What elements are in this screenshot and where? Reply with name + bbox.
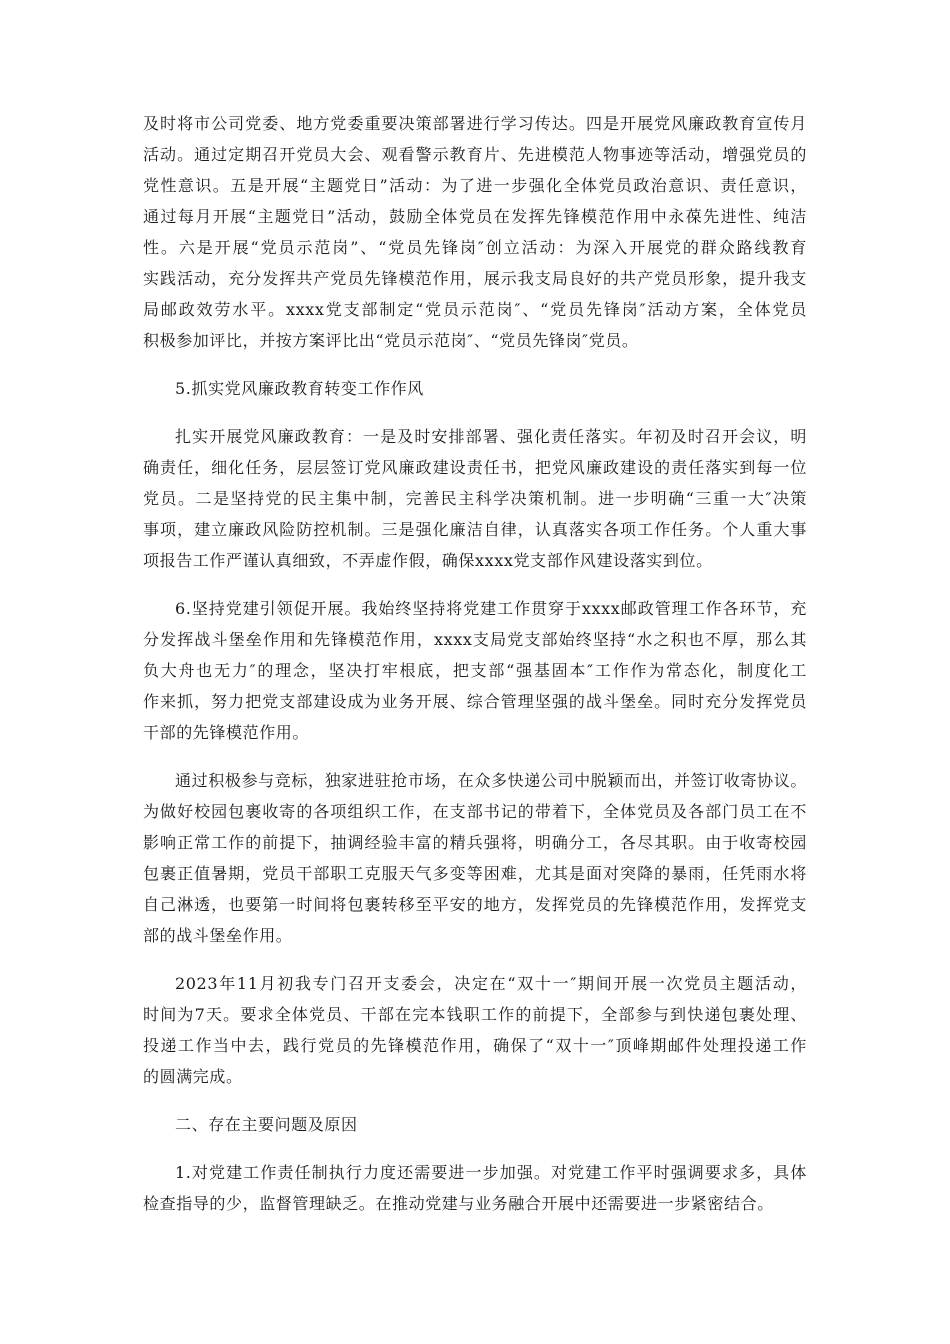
paragraph-responsibility-system [143,1157,807,1219]
text-line: 的圆满完成。 [143,1067,243,1086]
text-line: 作来抓，努力把党支部建设成为业务开展、综合管理坚强的战斗堡垒。同时充分发挥党员 [143,692,807,711]
text-line: 性。六是开展“党员示范岗”、“党员先锋岗″创立活动：为深入开展党的群众路线教育 [143,238,807,257]
paragraph-double-eleven [143,968,807,1092]
text-line: 项报告工作严谨认真细致，不弄虚作假，确保xxxx党支部作风建设落实到位。 [143,551,713,570]
text-line: 1.对党建工作责任制执行力度还需要进一步加强。对党建工作平时强调要求多，具体 [175,1163,807,1182]
text-line: 活动。通过定期召开党员大会、观看警示教育片、先进模范人物事迹等活动，增强党员的 [143,145,807,164]
text-line: 党员。二是坚持党的民主集中制，完善民主科学决策机制。进一步明确“三重一大″决策 [143,489,807,508]
text-line: 投递工作当中去，践行党员的先锋模范作用，确保了“双十一″顶峰期邮件处理投递工作 [143,1036,807,1055]
paragraph-campus-parcels [143,765,807,951]
text-line: 扎实开展党风廉政教育：一是及时安排部署、强化责任落实。年初及时召开会议，明 [175,427,807,446]
text-line: 2023年11月初我专门召开支委会，决定在“双十一″期间开展一次党员主题活动， [175,974,807,993]
text-line: 干部的先锋模范作用。 [143,723,310,742]
paragraph-party-activities [143,108,807,356]
text-line: 通过积极参与竞标，独家进驻抢市场，在众多快递公司中脱颖而出，并签订收寄协议。 [175,771,807,790]
section-heading-problems: 二、存在主要问题及原因 [175,1115,358,1134]
text-line: 积极参加评比，并按方案评比出“党员示范岗″、“党员先锋岗″党员。 [143,331,639,350]
text-line: 负大舟也无力″的理念，坚决打牢根底，把支部“强基固本″工作作为常态化，制度化工 [143,661,807,680]
paragraph-integrity-education [143,421,807,576]
text-line: 通过每月开展“主题党日”活动，鼓励全体党员在发挥先锋模范作用中永葆先进性、纯洁 [143,207,807,226]
text-line: 6.坚持党建引领促开展。我始终坚持将党建工作贯穿于xxxx邮政管理工作各环节，充 [175,599,807,618]
text-line: 影响正常工作的前提下，抽调经验丰富的精兵强将，明确分工，各尽其职。由于收寄校园 [143,833,807,852]
text-line: 部的战斗堡垒作用。 [143,926,293,945]
document-page [143,108,807,1236]
text-line: 自己淋透，也要第一时间将包裹转移至平安的地方，发挥党员的先锋模范作用，发挥党支 [143,895,807,914]
text-line: 局邮政效劳水平。xxxx党支部制定“党员示范岗″、“党员先锋岗″活动方案，全体党员 [143,300,807,319]
text-line: 包裹正值暑期，党员干部职工克服天气多变等困难，尤其是面对突降的暴雨，任凭雨水将 [143,864,807,883]
text-line: 分发挥战斗堡垒作用和先锋模范作用，xxxx支局党支部始终坚持“水之积也不厚，那么其 [143,630,807,649]
text-line: 检查指导的少，监督管理缺乏。在推动党建与业务融合开展中还需要进一步紧密结合。 [143,1194,774,1213]
text-line: 确责任，细化任务，层层签订党风廉政建设责任书，把党风廉政建设的责任落实到每一位 [143,458,807,477]
paragraph-party-building-lead [143,593,807,748]
text-line: 为做好校园包裹收寄的各项组织工作，在支部书记的带着下，全体党员及各部门员工在不 [143,802,807,821]
section-heading-5: 5.抓实党风廉政教育转变工作作风 [175,379,424,398]
text-line: 事项，建立廉政风险防控机制。三是强化廉洁自律，认真落实各项工作任务。个人重大事 [143,520,807,539]
text-line: 实践活动，充分发挥共产党员先锋模范作用，展示我支局良好的共产党员形象，提升我支 [143,269,807,288]
text-line: 时间为7天。要求全体党员、干部在完本钱职工作的前提下，全部参与到快递包裹处理、 [143,1005,807,1024]
text-line: 党性意识。五是开展“主题党日”活动：为了进一步强化全体党员政治意识、责任意识， [143,176,807,195]
text-line: 及时将市公司党委、地方党委重要决策部署进行学习传达。四是开展党风廉政教育宣传月 [143,114,807,133]
